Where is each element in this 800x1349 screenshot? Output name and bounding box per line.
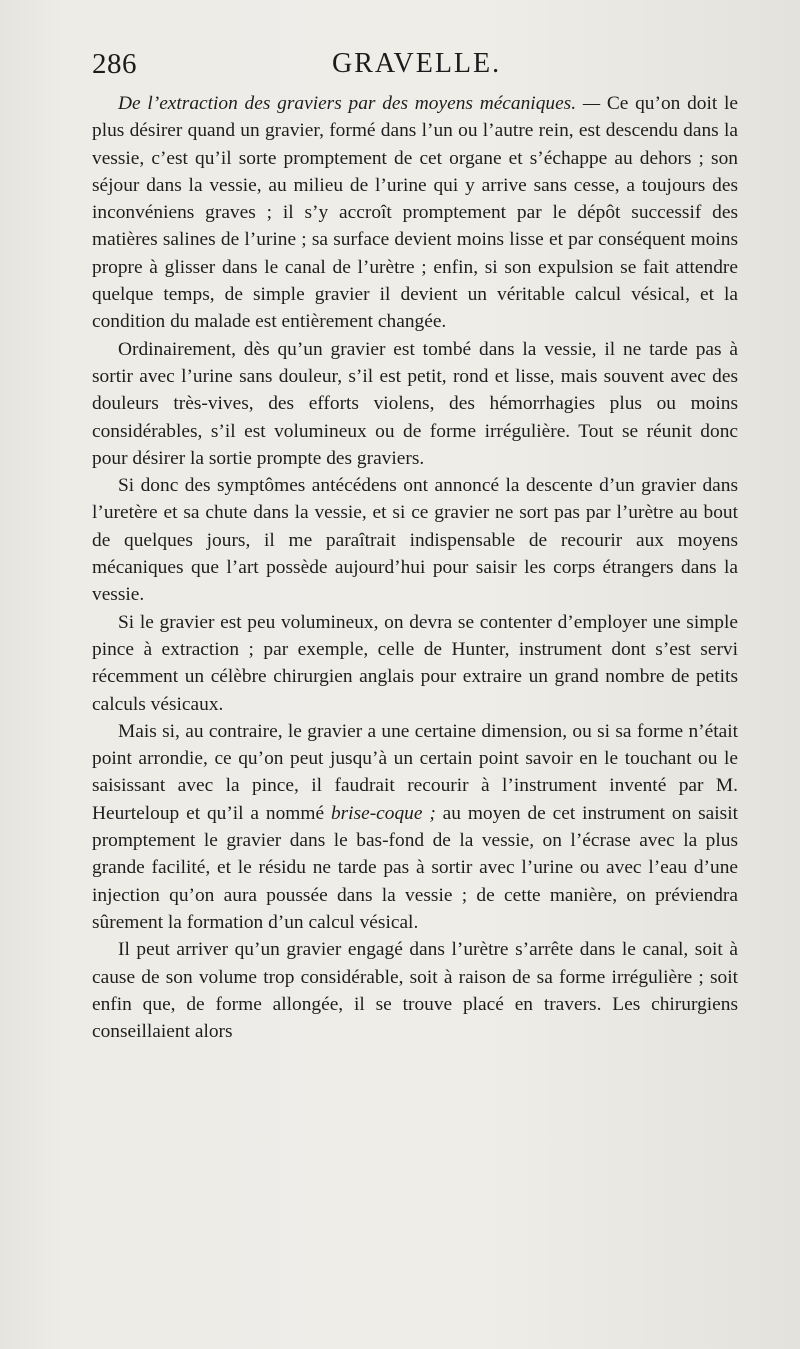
paragraph-2 xyxy=(92,336,738,472)
page-body xyxy=(92,90,738,1045)
page-number: 286 xyxy=(92,48,137,80)
paragraph-4-text: Si le gravier est peu volumineux, on devra se contenter d’employer une simple pince à extraction ; par exemple, celle de Hunter, instrument dont s’est servi récemment un célèbre chirurgien anglais pour extraire un grand nombre de petits calculs vésicaux. xyxy=(92,611,738,715)
paragraph-5-text-after: au moyen de cet instrument on saisit promptement le gravier dans le bas-fond de la vessie, on l’écrase avec la plus grande facilité, et le résidu ne tarde pas à sortir avec l’urine ou avec l’eau d’une injection qu’on aura poussée dans la vessie ; de cette manière, on préviendra sûrement la formation d’un calcul vésical. xyxy=(92,802,739,933)
paragraph-6 xyxy=(92,936,738,1045)
paragraph-2-text: Ordinairement, dès qu’un gravier est tombé dans la vessie, il ne tarde pas à sortir avec l’urine sans douleur, s’il est petit, rond et lisse, mais souvent avec des douleurs très-vives, des efforts violens, des hémorrhagies plus ou moins considérables, s’il est volumineux ou de forme irrégulière. Tout se réunit donc pour désirer la sortie prompte des graviers. xyxy=(92,338,738,469)
paragraph-1 xyxy=(92,90,738,336)
paragraph-3-text: Si donc des symptômes antécédens ont annoncé la descente d’un gravier dans l’uretère et sa chute dans la vessie, et si ce gravier ne sort pas par l’urètre au bout de quelques jours, il me paraîtrait indispensable de recourir aux moyens mécaniques que l’art possède aujourd’hui pour saisir les corps étrangers dans la vessie. xyxy=(92,475,738,606)
paragraph-3 xyxy=(92,472,738,608)
running-title: GRAVELLE. xyxy=(332,48,502,79)
page-header xyxy=(92,48,738,88)
paragraph-5-text-before: Mais si, au contraire, le gravier a une certaine dimension, ou si sa forme n’était point arrondie, ce qu’on peut jusqu’à un certain point savoir en le touchant ou le saisissant avec la pince, il faudrait recourir à l’instrument inventé par M. Heurteloup et qu’il a nommé xyxy=(92,720,738,824)
section-heading: De l’extraction des graviers par des moyens mécaniques. — xyxy=(118,93,601,114)
instrument-name: brise-coque ; xyxy=(330,802,436,824)
paragraph-6-text: Il peut arriver qu’un gravier engagé dans l’urètre s’arrête dans le canal, soit à cause de son volume trop considérable, soit à raison de sa forme irrégulière ; soit enfin que, de forme allongée, il se trouve placé en travers. Les chirurgiens conseillaient alors xyxy=(92,939,738,1043)
paragraph-4 xyxy=(92,609,738,718)
paragraph-5 xyxy=(92,718,738,936)
paragraph-1-text: Ce qu’on doit le plus désirer quand un gravier, formé dans l’un ou l’autre rein, est descendu dans la vessie, c’est qu’il sorte promptement de cet organe et s’échappe au dehors ; son séjour dans la vessie, au milieu de l’urine qui y arrive sans cesse, a toujours des inconvéniens graves ; il s’y accroît promptement par le dépôt successif des matières salines de l’urine ; sa surface devient moins lisse et par conséquent moins propre à glisser dans le canal de l’urètre ; enfin, si son expulsion se fait attendre quelque temps, de simple gravier il devient un véritable calcul vésical, et la condition du malade est entièrement changée. xyxy=(92,93,739,333)
